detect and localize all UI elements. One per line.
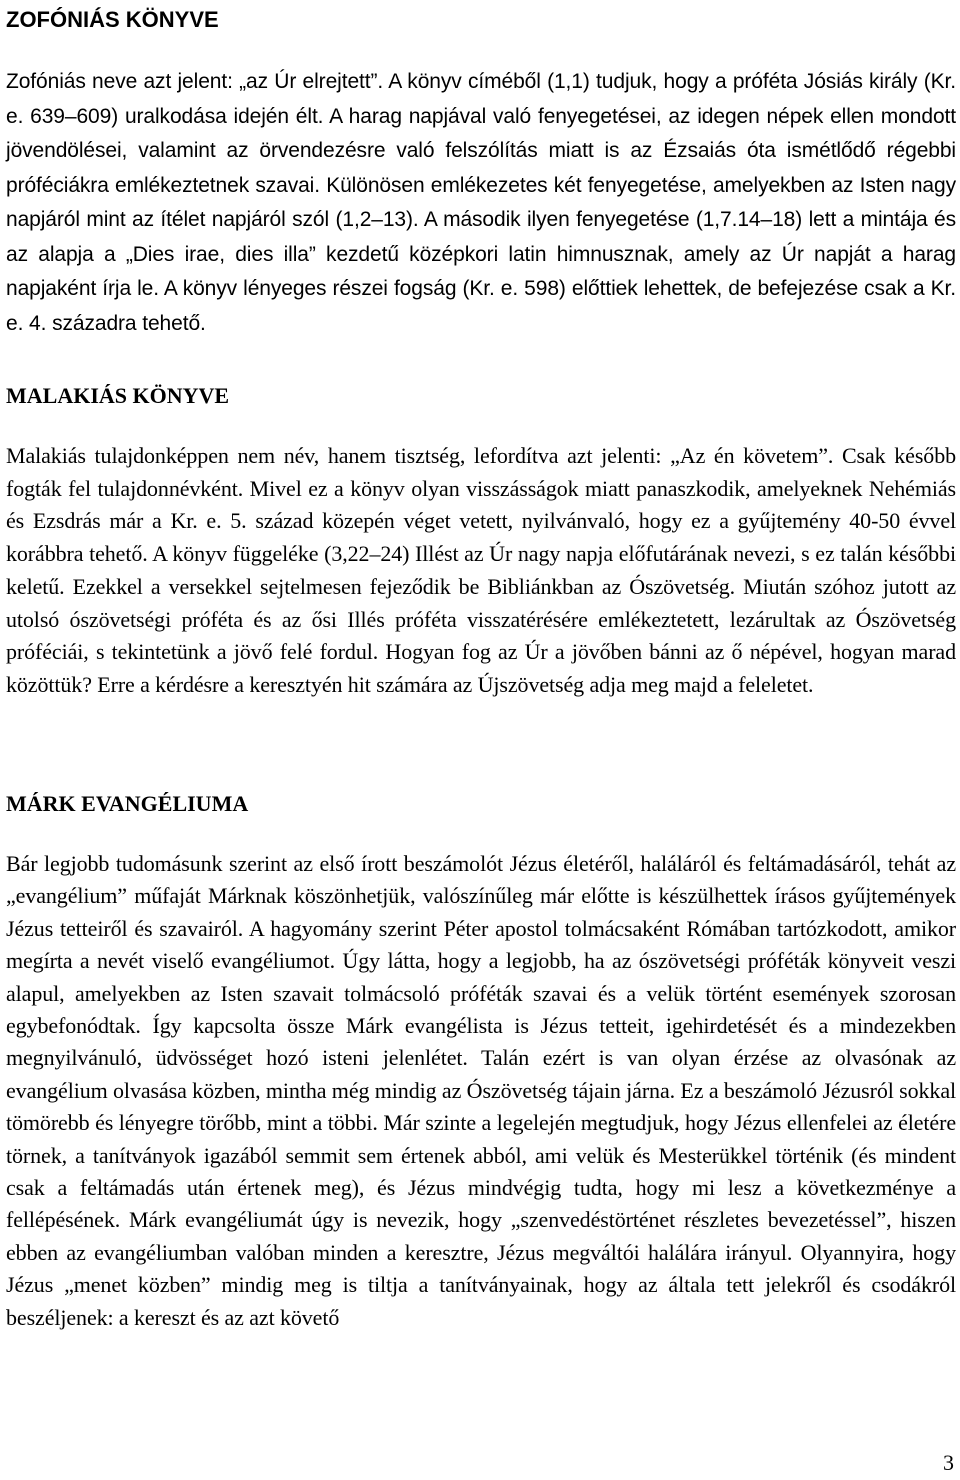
section-title-malakias: MALAKIÁS KÖNYVE xyxy=(6,383,230,408)
section-body-mark: Bár legjobb tudomásunk szerint az első írott beszámolót Jézus életéről, haláláról és feltámadásáról, tehát az „evangélium” műfaját Márknak köszönhetjük, valószínűleg már előtte is készülhettek írásos gyűjtemények Jézus tetteiről és szavairól. A hagyomány szerint Péter apostol tolmácsaként Rómában tartózkodott, amikor megírta a nevét viselő evangéliumot. Úgy látta, hogy a legjobb, ha az ószövetségi próféták könyveit veszi alapul, amelyekben az Isten szavait tolmácsoló próféták szavai és a velük történt események szorosan egybefonódtak. Így kapcsolta össze Márk evangélista is Jézus tetteit, igehirdetését és a mindezekben megnyilvánuló, üdvösséget hozó isteni jelenlétet. Talán ezért is van olyan érzése az olvasónak az evangélium olvasása közben, mintha még mindig az Ószövetség tájain járna. Ez a beszámoló Jézusról sokkal tömörebb és lényegre törőbb, mint a többi. Már szinte a legelején megtudjuk, hogy Jézus ellenfelei az életére törnek, a tanítványok igazából semmit sem értenek abból, ami velük és Mesterükkel történik (és mindent csak a feltámadás után értenek meg), és Jézus mindvégig tudta, hogy mi lesz a következménye a fellépésének. Márk evangéliumát úgy is nevezik, hogy „szenvedéstörténet részletes bevezetéssel”, hiszen ebben az evangéliumban valóban minden a keresztre, Jézus megváltói halálára irányul. Olyannyira, hogy Jézus „menet közben” mindig meg is tiltja a tanítványainak, hogy az általa tett jelekről és csodákról beszéljenek: a kereszt és az azt követő xyxy=(6,851,956,1330)
section-body-malakias: Malakiás tulajdonképpen nem név, hanem tisztség, lefordítva azt jelenti: „Az én követem”. Csak később fogták fel tulajdonnévként. Mivel ez a könyv olyan visszásságok miatt panaszkodik, amelyeknek Nehémiás és Ezsdrás már a Kr. e. 5. század közepén véget vetett, nyilvánvaló, hogy ez a gyűjtemény 40-50 évvel korábbra tehető. A könyv függeléke (3,22–24) Illést az Úr nagy napja előfutárának nevezi, s ez talán későbbi keletű. Ezekkel a versekkel sejtelmesen fejeződik be Bibliánkban az Ószövetség. Miután szóhoz jutott az utolsó ószövetségi próféta és az ősi Illés próféta visszatérésére emlékeztetett, lezárultak az Ószövetség próféciái, s tekintetünk a jövő felé fordul. Hogyan fog az Úr a jövőben bánni az ő népével, hogyan marad közöttük? Erre a kérdésre a keresztyén hit számára az Újszövetség adja meg majd a feleletet. xyxy=(6,443,956,697)
section-title-mark: MÁRK EVANGÉLIUMA xyxy=(6,791,249,816)
section-body-zofonias: Zofóniás neve azt jelent: „az Úr elrejtett”. A könyv címéből (1,1) tudjuk, hogy a próféta Jósiás király (Kr. e. 639–609) uralkodása idején élt. A harag napjával való fenyegetései, az idegen népek ellen mondott jövendölései, valamint az örvendezésre való felszólítás miatt is az Ézsaiás óta ismétlődő régebbi próféciákra emlékeztetnek szavai. Különösen emlékezetes két fenyegetése, amelyekben az Isten nagy napjáról mint az ítélet napjáról szól (1,2–13). A második ilyen fenyegetése (1,7.14–18) lett a mintája és az alapja a „Dies irae, dies illa” kezdetű középkori latin himnusznak, amely az Úr napját a harag napjaként írja le. A könyv lényeges részei fogság (Kr. e. 598) előttiek lehettek, de befejezése csak a Kr. e. 4. századra tehető. xyxy=(6,70,956,335)
page-number: 3 xyxy=(943,1450,954,1475)
section-title-zofonias: ZOFÓNIÁS KÖNYVE xyxy=(6,7,219,32)
